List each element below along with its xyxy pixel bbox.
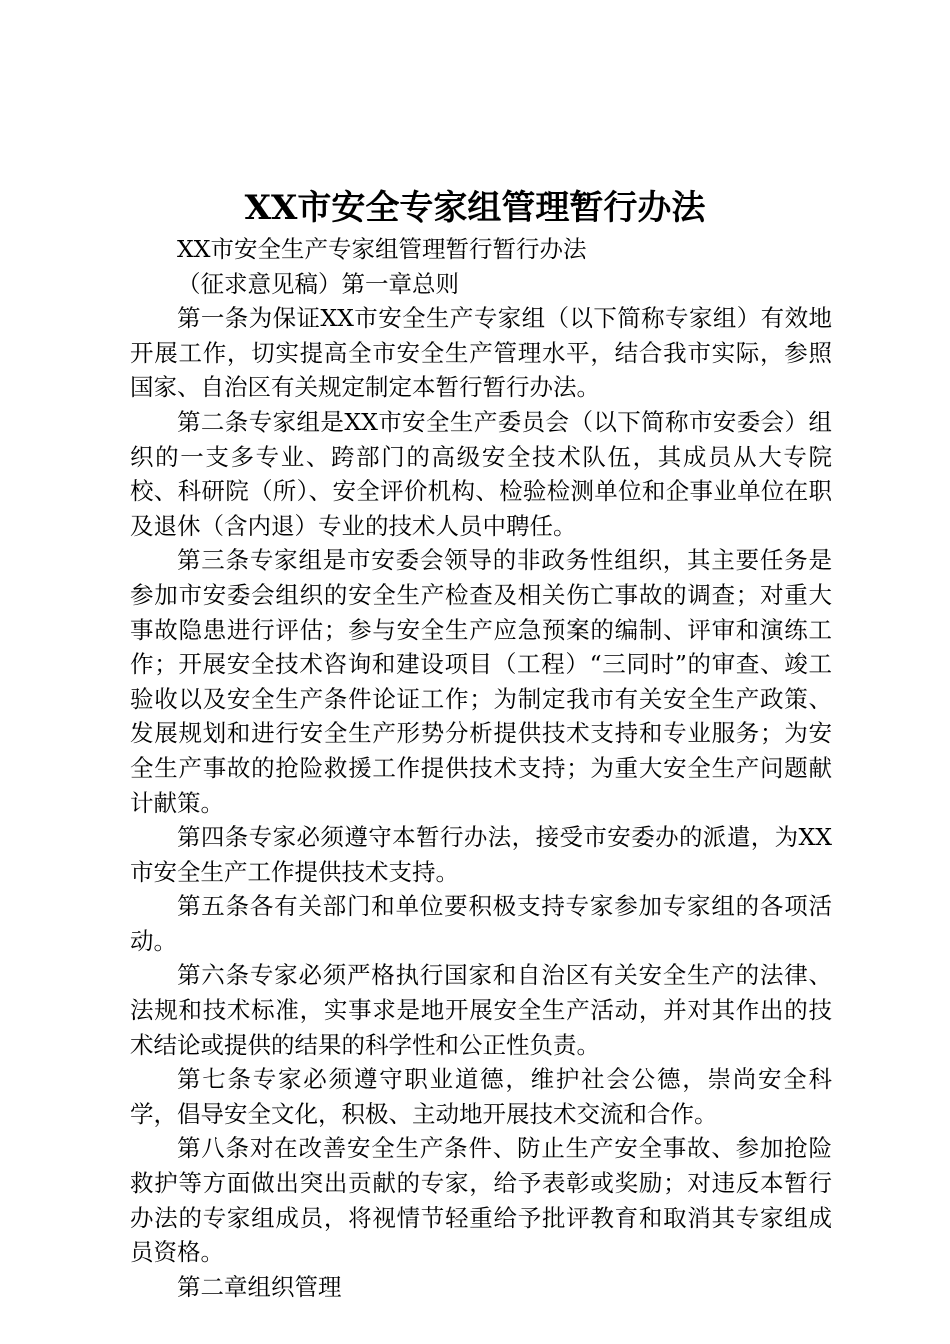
article-5-paragraph: 第五条各有关部门和单位要积极支持专家参加专家组的各项活动。 [130,892,832,955]
article-4-paragraph: 第四条专家必须遵守本暂行办法，接受市安委办的派遣，为XX市安全生产工作提供技术支持。 [130,823,832,886]
article-1-paragraph: 第一条为保证XX市安全生产专家组（以下简称专家组）有效地开展工作，切实提高全市安全生产管理水平，结合我市实际，参照国家、自治区有关规定制定本暂行暂行办法。 [130,304,832,402]
article-6-paragraph: 第六条专家必须严格执行国家和自治区有关安全生产的法律、法规和技术标准，实事求是地开展安全生产活动，并对其作出的技术结论或提供的结果的科学性和公正性负责。 [130,961,832,1059]
document-body [130,232,832,1304]
article-8-paragraph: 第八条对在改善安全生产条件、防止生产安全事故、参加抢险救护等方面做出突出贡献的专家，给予表彰或奖励；对违反本暂行办法的专家组成员，将视情节轻重给予批评教育和取消其专家组成员资格。 [130,1134,832,1267]
article-3-paragraph: 第三条专家组是市安委会领导的非政务性组织，其主要任务是参加市安委会组织的安全生产检查及相关伤亡事故的调查；对重大事故隐患进行评估；参与安全生产应急预案的编制、评审和演练工作；开展安全技术咨询和建设项目（工程）“三同时”的审查、竣工验收以及安全生产条件论证工作；为制定我市有关安全生产政策、发展规划和进行安全生产形势分析提供技术支持和专业服务；为安全生产事故的抢险救援工作提供技术支持；为重大安全生产问题献计献策。 [130,546,832,817]
subtitle-paragraph: XX市安全生产专家组管理暂行暂行办法 [177,235,587,263]
draft-note-paragraph: （征求意见稿）第一章总则 [177,269,459,298]
article-7-paragraph: 第七条专家必须遵守职业道德，维护社会公德，崇尚安全科学，倡导安全文化，积极、主动地开展技术交流和合作。 [130,1065,832,1128]
chapter-2-heading: 第二章组织管理 [177,1272,342,1301]
article-2-paragraph: 第二条专家组是XX市安全生产委员会（以下简称市安委会）组织的一支多专业、跨部门的高级安全技术队伍，其成员从大专院校、科研院（所）、安全评价机构、检验检测单位和企事业单位在职及退休（含内退）专业的技术人员中聘任。 [130,407,832,540]
document-title: XX市安全专家组管理暂行办法 [244,188,706,228]
